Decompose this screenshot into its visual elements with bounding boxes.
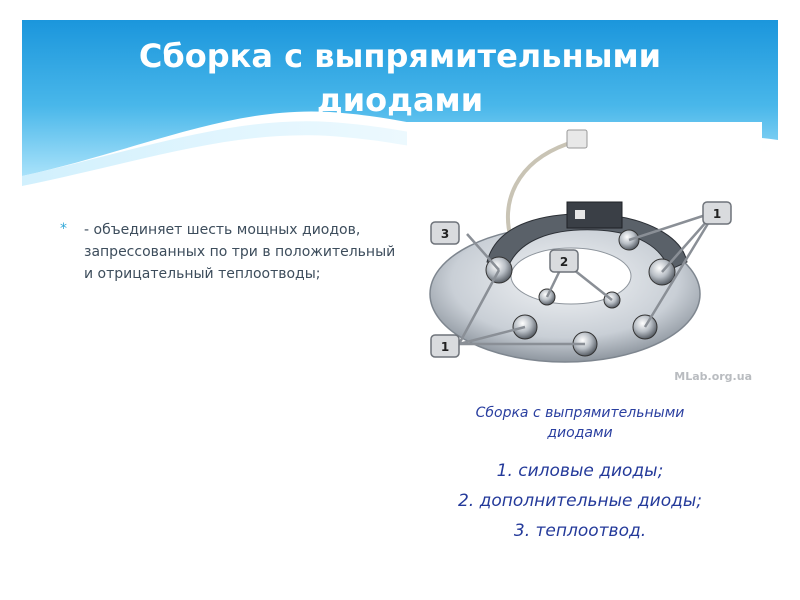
callout-label-3 xyxy=(431,222,459,244)
legend-item-power-diodes: 1. силовые диоды; xyxy=(496,461,664,481)
legend-item-heatsink: 3. теплоотвод. xyxy=(513,521,647,541)
figure-caption xyxy=(420,403,740,443)
bullet-text: - объединяет шесть мощных диодов, запрессованных по три в положительный и отрицательный теплоотводы; xyxy=(84,222,396,282)
connector xyxy=(567,130,587,148)
figure-caption-line-1: Сборка с выпрямительными xyxy=(475,405,685,421)
rectifier-assembly-image xyxy=(407,122,762,389)
callout-label-1-bottom xyxy=(431,335,459,357)
slide-title xyxy=(20,34,780,122)
rectifier-assembly-illustration xyxy=(407,122,762,389)
watermark: MLab.org.ua xyxy=(674,370,752,383)
svg-text:2: 2 xyxy=(559,255,569,269)
callout-label-2 xyxy=(550,250,578,272)
bullet-marker: * xyxy=(60,221,67,237)
legend-item-auxiliary-diodes: 2. дополнительные диоды; xyxy=(457,491,703,511)
brush-terminal xyxy=(575,210,585,219)
slide-title-line-2: диодами xyxy=(316,81,484,119)
svg-text:3: 3 xyxy=(440,227,450,241)
slide-title-line-1: Сборка с выпрямительными xyxy=(138,37,662,75)
callout-label-1-top xyxy=(703,202,731,224)
svg-text:1: 1 xyxy=(440,340,450,354)
figure-caption-line-2: диодами xyxy=(547,425,613,441)
figure-legend xyxy=(400,456,760,546)
svg-text:1: 1 xyxy=(712,207,722,221)
